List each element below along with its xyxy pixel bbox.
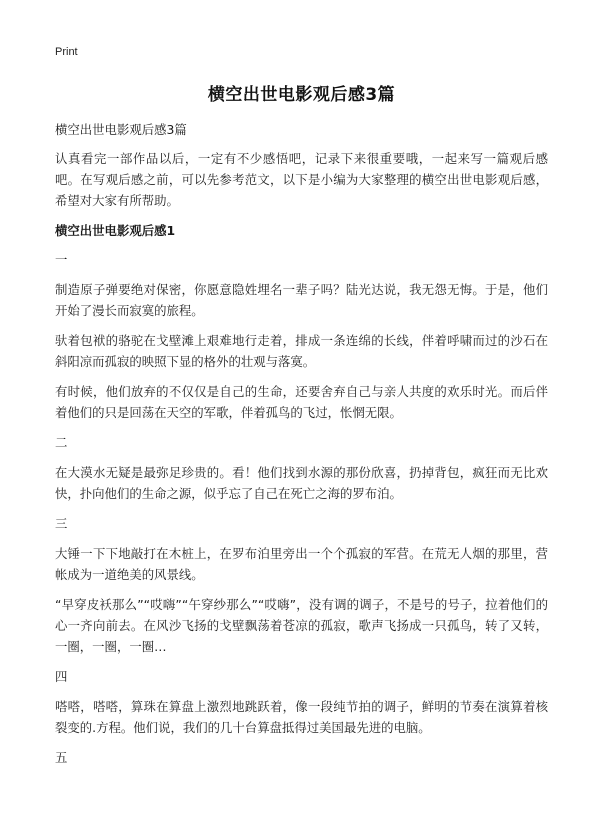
paragraph: 制造原子弹要绝对保密，你愿意隐姓埋名一辈子吗？陆光达说，我无怨无悔。于是，他们开始了漫长而寂寞的旅程。 — [55, 282, 548, 318]
part-number-4: 四 — [55, 669, 68, 684]
article-body — [55, 119, 548, 777]
page-title: 横空出世电影观后感3篇 — [207, 85, 396, 105]
part-number-2: 二 — [55, 435, 68, 450]
part-number-3: 三 — [55, 516, 68, 531]
section-heading: 横空出世电影观后感1 — [55, 223, 176, 238]
paragraph: 有时候，他们放弃的不仅仅是自己的生命，还要舍弃自己与亲人共度的欢乐时光。而后伴着他们的只是回荡在天空的军歌，伴着孤鸟的飞过，怅惘无限。 — [55, 384, 548, 420]
part-number-5: 五 — [55, 750, 68, 765]
print-label: Print — [55, 46, 78, 58]
paragraph: 驮着包袱的骆驼在戈壁滩上艰难地行走着，排成一条连绵的长线，伴着呼啸而过的沙石在斜阳凉而孤寂的映照下显的格外的壮观与落寞。 — [55, 333, 548, 369]
paragraph: 嗒嗒，嗒嗒，算珠在算盘上激烈地跳跃着，像一段纯节拍的调子，鲜明的节奏在演算着核裂变的.方程。他们说，我们的几十台算盘抵得过美国最先进的电脑。 — [55, 699, 548, 735]
paragraph: “早穿皮袄那么”“哎嗨”“午穿纱那么”“哎嗨”，没有调的调子，不是号的号子，拉着他们的心一齐向前去。在风沙飞扬的戈壁飘荡着苍凉的孤寂，歌声飞扬成一只孤鸟，转了又转，一圈，一圈，一圈… — [55, 597, 548, 654]
part-number-1: 一 — [55, 252, 68, 267]
article-subtitle: 横空出世电影观后感3篇 — [55, 122, 187, 137]
paragraph: 大锤一下下地敲打在木桩上，在罗布泊里旁出一个个孤寂的军营。在荒无人烟的那里，营帐成为一道绝美的风景线。 — [55, 546, 548, 582]
paragraph: 在大漠水无疑是最弥足珍贵的。看！他们找到水源的那份欣喜，扔掉背包，疯狂而无比欢快，扑向他们的生命之源，似乎忘了自己在死亡之海的罗布泊。 — [55, 465, 548, 501]
intro-paragraph: 认真看完一部作品以后，一定有不少感悟吧，记录下来很重要哦，一起来写一篇观后感吧。在写观后感之前，可以先参考范文，以下是小编为大家整理的横空出世电影观后感，希望对大家有所帮助。 — [55, 151, 548, 208]
